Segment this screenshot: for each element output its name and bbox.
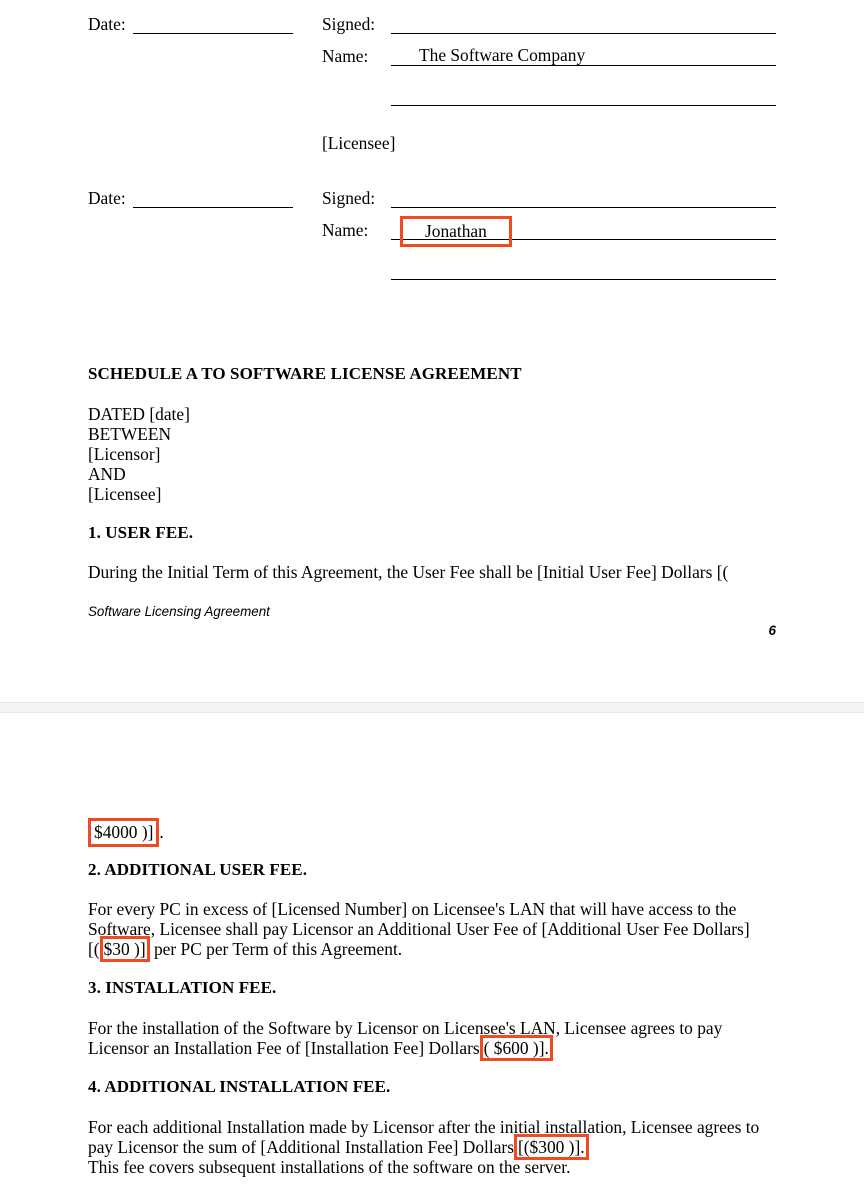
installation-fee-amount-highlight[interactable]: ( $600 )]. [480, 1035, 553, 1061]
date-rule-2[interactable] [133, 207, 293, 208]
date-label: Date: [88, 14, 126, 34]
signature-row-extra-2 [88, 252, 788, 284]
name-value-licensee[interactable]: Jonathan [400, 216, 512, 247]
extra-rule[interactable] [391, 105, 776, 106]
section-4-heading: 4. ADDITIONAL INSTALLATION FEE. [88, 1077, 391, 1096]
user-fee-amount-tail: . [159, 822, 164, 842]
section-4-heading-block [88, 1077, 776, 1097]
section-4-body-pre: For each additional Installation made by Licensor after the initial installation, Licensee agrees to pay Licensor the sum of [Additional Installation Fee] Dollars [88, 1117, 760, 1157]
signature-row-name-2 [88, 220, 788, 252]
section-2-body-pre: For every PC in excess of [Licensed Number] on Licensee's LAN that will have access to the Software, Licensee shall pay Licensor an Additional User Fee of [Additional User Fee Dollars] [( [88, 899, 750, 959]
section-2-body [88, 899, 776, 959]
name-rule[interactable] [391, 65, 776, 66]
name-label-2: Name: [322, 220, 369, 240]
footer-page-number: 6 [768, 623, 776, 638]
additional-user-fee-amount-highlight[interactable]: $30 )] [100, 936, 150, 962]
user-fee-amount-highlight[interactable]: $4000 )] [88, 818, 159, 847]
signature-row-extra [88, 78, 788, 110]
party-label: [Licensee] [322, 133, 396, 153]
signature-row-date-signed [88, 14, 788, 46]
section-4-body-last-line: This fee covers subsequent installations of the software on the server. [88, 1157, 571, 1177]
name-label: Name: [322, 46, 369, 66]
section-1-continuation [88, 818, 776, 847]
footer-note: Software Licensing Agreement [88, 604, 270, 619]
section-1-body: During the Initial Term of this Agreement, the User Fee shall be [Initial User Fee] Dollars [( [88, 562, 729, 582]
schedule-title: SCHEDULE A TO SOFTWARE LICENSE AGREEMENT [88, 364, 522, 383]
party-label-block [88, 133, 776, 153]
signature-row-name [88, 46, 788, 78]
section-3-heading-block [88, 978, 776, 998]
section-2-heading: 2. ADDITIONAL USER FEE. [88, 860, 308, 879]
page-separator-line-bottom [0, 712, 864, 713]
section-2-heading-block [88, 860, 776, 880]
schedule-licensor-line: [Licensor] [88, 444, 161, 464]
page-separator [0, 696, 864, 718]
section-1-heading: 1. USER FEE. [88, 523, 194, 542]
signed-rule-2[interactable] [391, 207, 776, 208]
schedule-between-line: BETWEEN [88, 424, 172, 444]
section-3-body [88, 1018, 776, 1058]
schedule-parties-block [88, 404, 776, 504]
page-separator-fill [0, 703, 864, 712]
extra-rule-2[interactable] [391, 279, 776, 280]
section-4-body-block [88, 1117, 776, 1177]
signed-label: Signed: [322, 14, 376, 34]
section-2-body-block [88, 899, 776, 959]
schedule-title-block [88, 364, 776, 384]
date-label-2: Date: [88, 188, 126, 208]
section-1-heading-block [88, 523, 776, 543]
additional-installation-fee-amount-highlight[interactable]: [($300 )]. [514, 1134, 589, 1160]
section-3-body-block [88, 1018, 776, 1058]
section-3-heading: 3. INSTALLATION FEE. [88, 978, 277, 997]
signed-rule[interactable] [391, 33, 776, 34]
section-3-body-pre: For the installation of the Software by Licensor on Licensee's LAN, Licensee agrees to pay Licensor an Installation Fee of [Installation Fee] Dollars [88, 1018, 723, 1058]
section-4-body [88, 1117, 776, 1157]
date-rule[interactable] [133, 33, 293, 34]
section-2-body-post: per PC per Term of this Agreement. [149, 939, 403, 959]
schedule-dated-line: DATED [date] [88, 404, 190, 424]
name-value-licensee-highlight[interactable] [400, 216, 512, 247]
signature-block-licensee [88, 188, 788, 284]
section-1-body-block [88, 562, 776, 582]
section-1-continuation-block [88, 818, 776, 847]
schedule-licensee-line: [Licensee] [88, 484, 162, 504]
signature-block-licensor [88, 14, 788, 110]
schedule-and-line: AND [88, 464, 126, 484]
name-value-licensor[interactable]: The Software Company [419, 45, 586, 65]
signed-label-2: Signed: [322, 188, 376, 208]
